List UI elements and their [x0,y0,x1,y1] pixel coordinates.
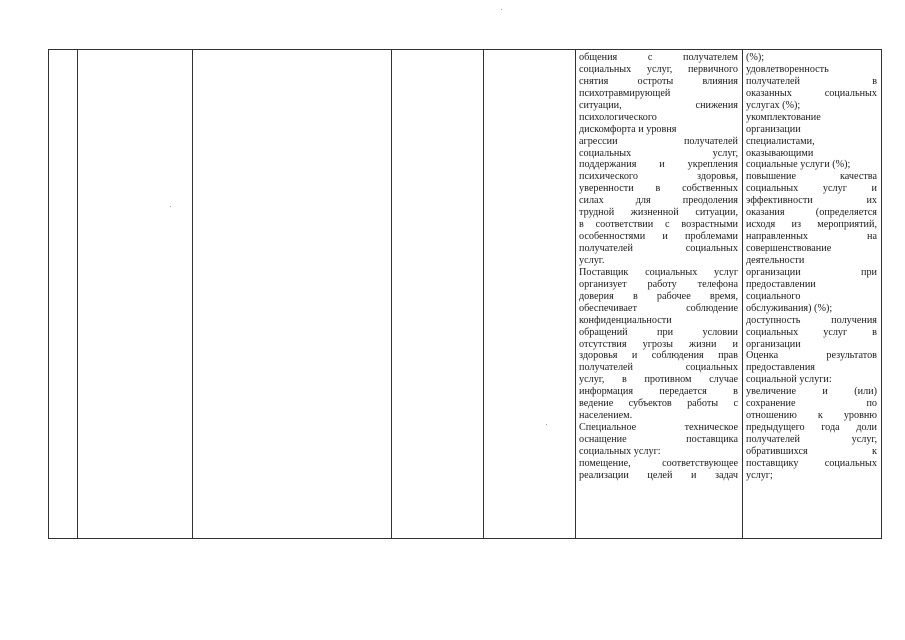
text-line: ведение субъектов работы с [579,398,738,410]
text-line: удовлетворенность [746,63,829,75]
text-line: реализации целей и задач [579,469,738,481]
text-line: общения с получателем [579,52,738,63]
text-line: оказывающими [746,147,814,159]
text-line: обслуживания) (%); [746,302,833,314]
column-divider [192,50,193,538]
text-line: снятия остроты влияния [579,75,738,87]
text-line: психологического [579,111,657,123]
text-line: силах для преодоления [579,195,738,207]
text-line: получателей в [746,75,877,87]
text-line: получателей социальных [579,243,738,254]
text-line: социальных услуг в [746,326,877,338]
text-line: услуг. [579,254,605,266]
text-line: поддержания и укрепления [579,159,738,171]
text-line: социальных услуг и [746,183,877,195]
service-standard-cell [579,52,738,482]
text-line: социальных услуг, [579,147,738,159]
text-line: эффективности их [746,195,877,207]
column-divider [575,50,576,538]
text-line: психотравмирующей [579,87,671,99]
text-line: в соответствии с возрастными [579,219,738,231]
text-line: обеспечивает соблюдение [579,302,738,314]
text-line: помещение, соответствующее [579,457,738,469]
text-line: получателей социальных [579,362,738,374]
text-line: (%); [746,52,765,63]
text-line: поставщику социальных [746,457,877,469]
quality-indicators-cell [746,52,877,482]
text-line: предоставления [746,362,815,374]
text-line: увеличение и (или) [746,386,877,398]
text-line: предоставлении [746,278,816,290]
text-line: исходя из мероприятий, [746,219,877,231]
text-line: социальных услуг, первичного [579,63,738,75]
document-table [48,49,882,539]
text-line: организации при [746,266,877,278]
column-divider [483,50,484,538]
text-line: агрессии получателей [579,135,738,147]
text-line: предыдущего года доли [746,422,877,434]
text-line: укомплектование [746,111,821,123]
text-line: организует работу телефона [579,278,738,290]
text-line: социального [746,290,801,302]
text-line: конфиденциальности [579,314,672,326]
text-line: здоровья и соблюдения прав [579,350,738,362]
column-divider [742,50,743,538]
text-line: доступность получения [746,314,877,326]
text-line: оказанных социальных [746,87,877,99]
text-line: доверия в рабочее время, [579,290,738,302]
text-line: деятельности [746,254,805,266]
text-line: социальной услуги: [746,374,832,386]
text-line: обращений при условии [579,326,738,338]
text-line: дискомфорта и уровня [579,123,677,135]
text-line: специалистами, [746,135,815,147]
text-line: организации [746,123,801,135]
text-line: Оценка результатов [746,350,877,362]
text-line: ситуации, снижения [579,99,738,111]
text-line: услугах (%); [746,99,801,111]
text-line: трудной жизненной ситуации, [579,207,738,219]
text-line: психического здоровья, [579,171,738,183]
scan-speck [501,9,502,10]
text-line: информация передается в [579,386,738,398]
text-line: направленных на [746,231,877,243]
text-line: услуг, в противном случае [579,374,738,386]
text-line: отсутствия угрозы жизни и [579,338,738,350]
text-line: особенностями и проблемами [579,231,738,243]
text-line: оснащение поставщика [579,434,738,445]
text-line: оказания (определяется [746,207,877,219]
text-line: получателей услуг, [746,434,877,445]
text-line: Поставщик социальных услуг [579,266,738,278]
text-line: услуг; [746,469,773,481]
text-line: отношению к уровню [746,410,877,422]
text-line: повышение качества [746,171,877,183]
text-line: Специальное техническое [579,422,738,434]
text-line: социальных услуг: [579,445,661,457]
text-line: уверенности в собственных [579,183,738,195]
text-line: обратившихся к [746,445,877,457]
text-line: совершенствование [746,243,832,254]
text-line: населением. [579,410,633,422]
column-divider [391,50,392,538]
text-line: сохранение по [746,398,877,410]
text-line: организации [746,338,801,350]
column-divider [77,50,78,538]
text-line: социальные услуги (%); [746,159,851,171]
